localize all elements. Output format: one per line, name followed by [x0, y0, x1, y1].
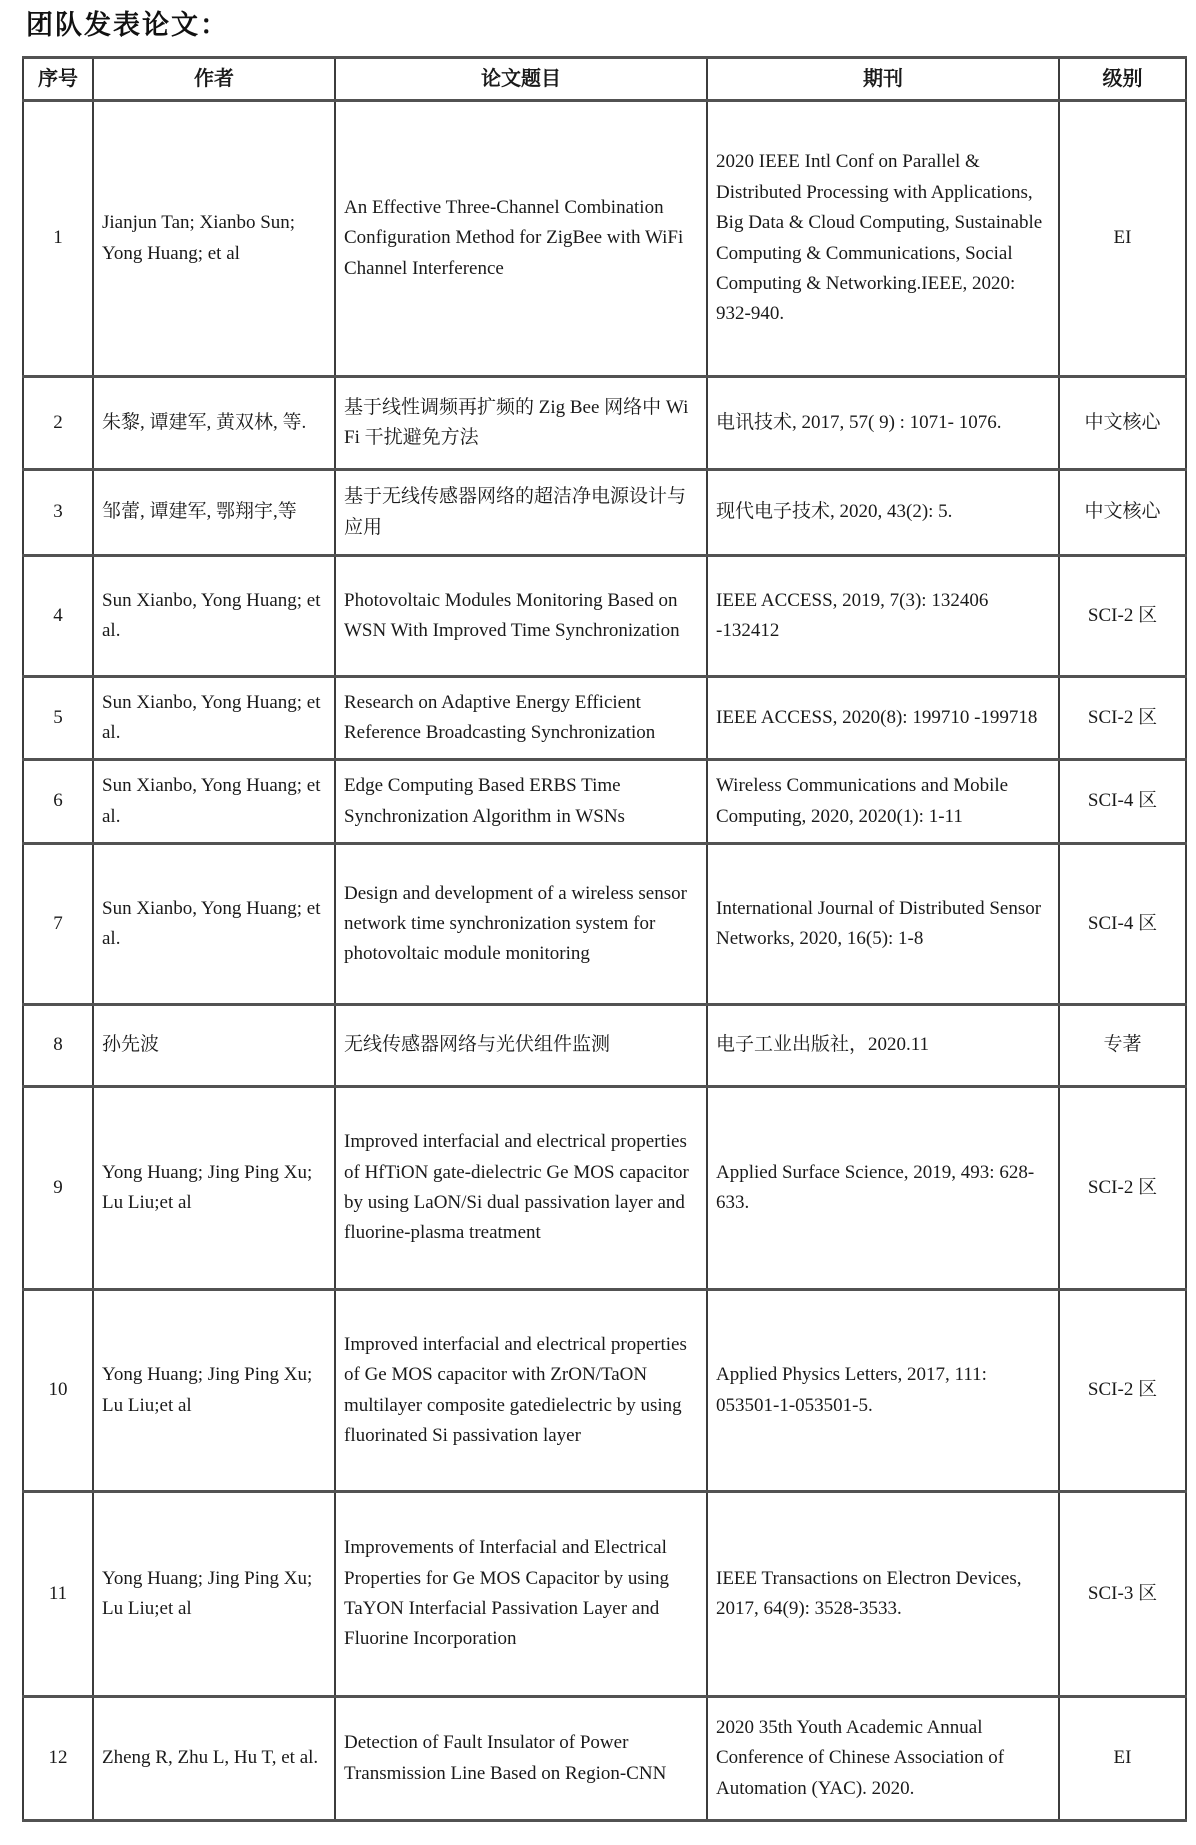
- cell-journal: Wireless Communications and Mobile Computing, 2020, 2020(1): 1-11: [707, 760, 1059, 844]
- cell-paper-title: Detection of Fault Insulator of Power Transmission Line Based on Region-CNN: [335, 1697, 707, 1821]
- cell-authors: Sun Xianbo, Yong Huang; et al.: [93, 556, 335, 677]
- cell-paper-title: Photovoltaic Modules Monitoring Based on WSN With Improved Time Synchronization: [335, 556, 707, 677]
- cell-no: 5: [23, 677, 93, 760]
- cell-no: 3: [23, 470, 93, 556]
- cell-no: 12: [23, 1697, 93, 1821]
- cell-level: SCI-2 区: [1059, 677, 1186, 760]
- table-row: [23, 760, 1186, 844]
- table-header-row: [23, 58, 1186, 101]
- cell-no: 6: [23, 760, 93, 844]
- cell-level: 中文核心: [1059, 377, 1186, 470]
- header-no: 序号: [23, 58, 93, 101]
- cell-paper-title: 基于无线传感器网络的超洁净电源设计与应用: [335, 470, 707, 556]
- cell-journal: Applied Surface Science, 2019, 493: 628-633.: [707, 1087, 1059, 1290]
- cell-paper-title: An Effective Three-Channel Combination Configuration Method for ZigBee with WiFi Channel Interference: [335, 101, 707, 377]
- cell-no: 7: [23, 844, 93, 1005]
- table-row: [23, 1290, 1186, 1492]
- cell-journal: IEEE ACCESS, 2020(8): 199710 -199718: [707, 677, 1059, 760]
- cell-journal: Applied Physics Letters, 2017, 111: 053501-1-053501-5.: [707, 1290, 1059, 1492]
- cell-paper-title: Improvements of Interfacial and Electrical Properties for Ge MOS Capacitor by using TaYON Interfacial Passivation Layer and Fluorine Incorporation: [335, 1492, 707, 1697]
- table-row: [23, 1492, 1186, 1697]
- cell-paper-title: Improved interfacial and electrical properties of HfTiON gate-dielectric Ge MOS capacitor by using LaON/Si dual passivation layer and fluorine-plasma treatment: [335, 1087, 707, 1290]
- cell-journal: 2020 IEEE Intl Conf on Parallel & Distributed Processing with Applications, Big Data & Cloud Computing, Sustainable Computing & Communications, Social Computing & Networking.IEEE, 2020: 932-940.: [707, 101, 1059, 377]
- cell-authors: Yong Huang; Jing Ping Xu; Lu Liu;et al: [93, 1290, 335, 1492]
- table-row: [23, 844, 1186, 1005]
- cell-paper-title: Research on Adaptive Energy Efficient Reference Broadcasting Synchronization: [335, 677, 707, 760]
- cell-paper-title: 基于线性调频再扩频的 Zig Bee 网络中 Wi Fi 干扰避免方法: [335, 377, 707, 470]
- cell-level: EI: [1059, 101, 1186, 377]
- table-row: [23, 677, 1186, 760]
- cell-authors: Sun Xianbo, Yong Huang; et al.: [93, 677, 335, 760]
- cell-level: SCI-2 区: [1059, 1087, 1186, 1290]
- cell-authors: 孙先波: [93, 1005, 335, 1087]
- cell-level: 专著: [1059, 1005, 1186, 1087]
- table-row: [23, 470, 1186, 556]
- page-title: 团队发表论文：: [26, 10, 229, 40]
- header-journal: 期刊: [707, 58, 1059, 101]
- cell-no: 10: [23, 1290, 93, 1492]
- cell-no: 4: [23, 556, 93, 677]
- header-paper-title: 论文题目: [335, 58, 707, 101]
- cell-level: 中文核心: [1059, 470, 1186, 556]
- cell-authors: 邹蕾, 谭建军, 鄂翔宇,等: [93, 470, 335, 556]
- cell-journal: IEEE ACCESS, 2019, 7(3): 132406 -132412: [707, 556, 1059, 677]
- cell-no: 11: [23, 1492, 93, 1697]
- cell-journal: 现代电子技术, 2020, 43(2): 5.: [707, 470, 1059, 556]
- cell-authors: Sun Xianbo, Yong Huang; et al.: [93, 844, 335, 1005]
- cell-level: EI: [1059, 1697, 1186, 1821]
- document-page: [0, 8, 1196, 1822]
- cell-paper-title: Design and development of a wireless sensor network time synchronization system for photovoltaic module monitoring: [335, 844, 707, 1005]
- cell-no: 2: [23, 377, 93, 470]
- table-row: [23, 556, 1186, 677]
- cell-level: SCI-3 区: [1059, 1492, 1186, 1697]
- cell-level: SCI-4 区: [1059, 760, 1186, 844]
- cell-level: SCI-4 区: [1059, 844, 1186, 1005]
- cell-level: SCI-2 区: [1059, 556, 1186, 677]
- header-authors: 作者: [93, 58, 335, 101]
- cell-authors: Zheng R, Zhu L, Hu T, et al.: [93, 1697, 335, 1821]
- cell-journal: IEEE Transactions on Electron Devices, 2017, 64(9): 3528-3533.: [707, 1492, 1059, 1697]
- table-row: [23, 377, 1186, 470]
- cell-journal: 电讯技术, 2017, 57( 9) : 1071- 1076.: [707, 377, 1059, 470]
- cell-no: 9: [23, 1087, 93, 1290]
- table-row: [23, 1005, 1186, 1087]
- cell-journal: International Journal of Distributed Sensor Networks, 2020, 16(5): 1-8: [707, 844, 1059, 1005]
- cell-paper-title: Edge Computing Based ERBS Time Synchronization Algorithm in WSNs: [335, 760, 707, 844]
- table-row: [23, 1697, 1186, 1821]
- table-row: [23, 101, 1186, 377]
- cell-authors: Yong Huang; Jing Ping Xu; Lu Liu;et al: [93, 1087, 335, 1290]
- table-row: [23, 1087, 1186, 1290]
- cell-authors: Yong Huang; Jing Ping Xu; Lu Liu;et al: [93, 1492, 335, 1697]
- cell-level: SCI-2 区: [1059, 1290, 1186, 1492]
- cell-authors: Sun Xianbo, Yong Huang; et al.: [93, 760, 335, 844]
- cell-journal: 电子工业出版社，2020.11: [707, 1005, 1059, 1087]
- cell-no: 8: [23, 1005, 93, 1087]
- published-papers-table: [22, 56, 1187, 1822]
- cell-journal: 2020 35th Youth Academic Annual Conference of Chinese Association of Automation (YAC). 2020.: [707, 1697, 1059, 1821]
- cell-paper-title: 无线传感器网络与光伏组件监测: [335, 1005, 707, 1087]
- header-level: 级别: [1059, 58, 1186, 101]
- cell-authors: 朱黎, 谭建军, 黄双林, 等.: [93, 377, 335, 470]
- cell-authors: Jianjun Tan; Xianbo Sun; Yong Huang; et al: [93, 101, 335, 377]
- cell-no: 1: [23, 101, 93, 377]
- cell-paper-title: Improved interfacial and electrical properties of Ge MOS capacitor with ZrON/TaON multilayer composite gatedielectric by using fluorinated Si passivation layer: [335, 1290, 707, 1492]
